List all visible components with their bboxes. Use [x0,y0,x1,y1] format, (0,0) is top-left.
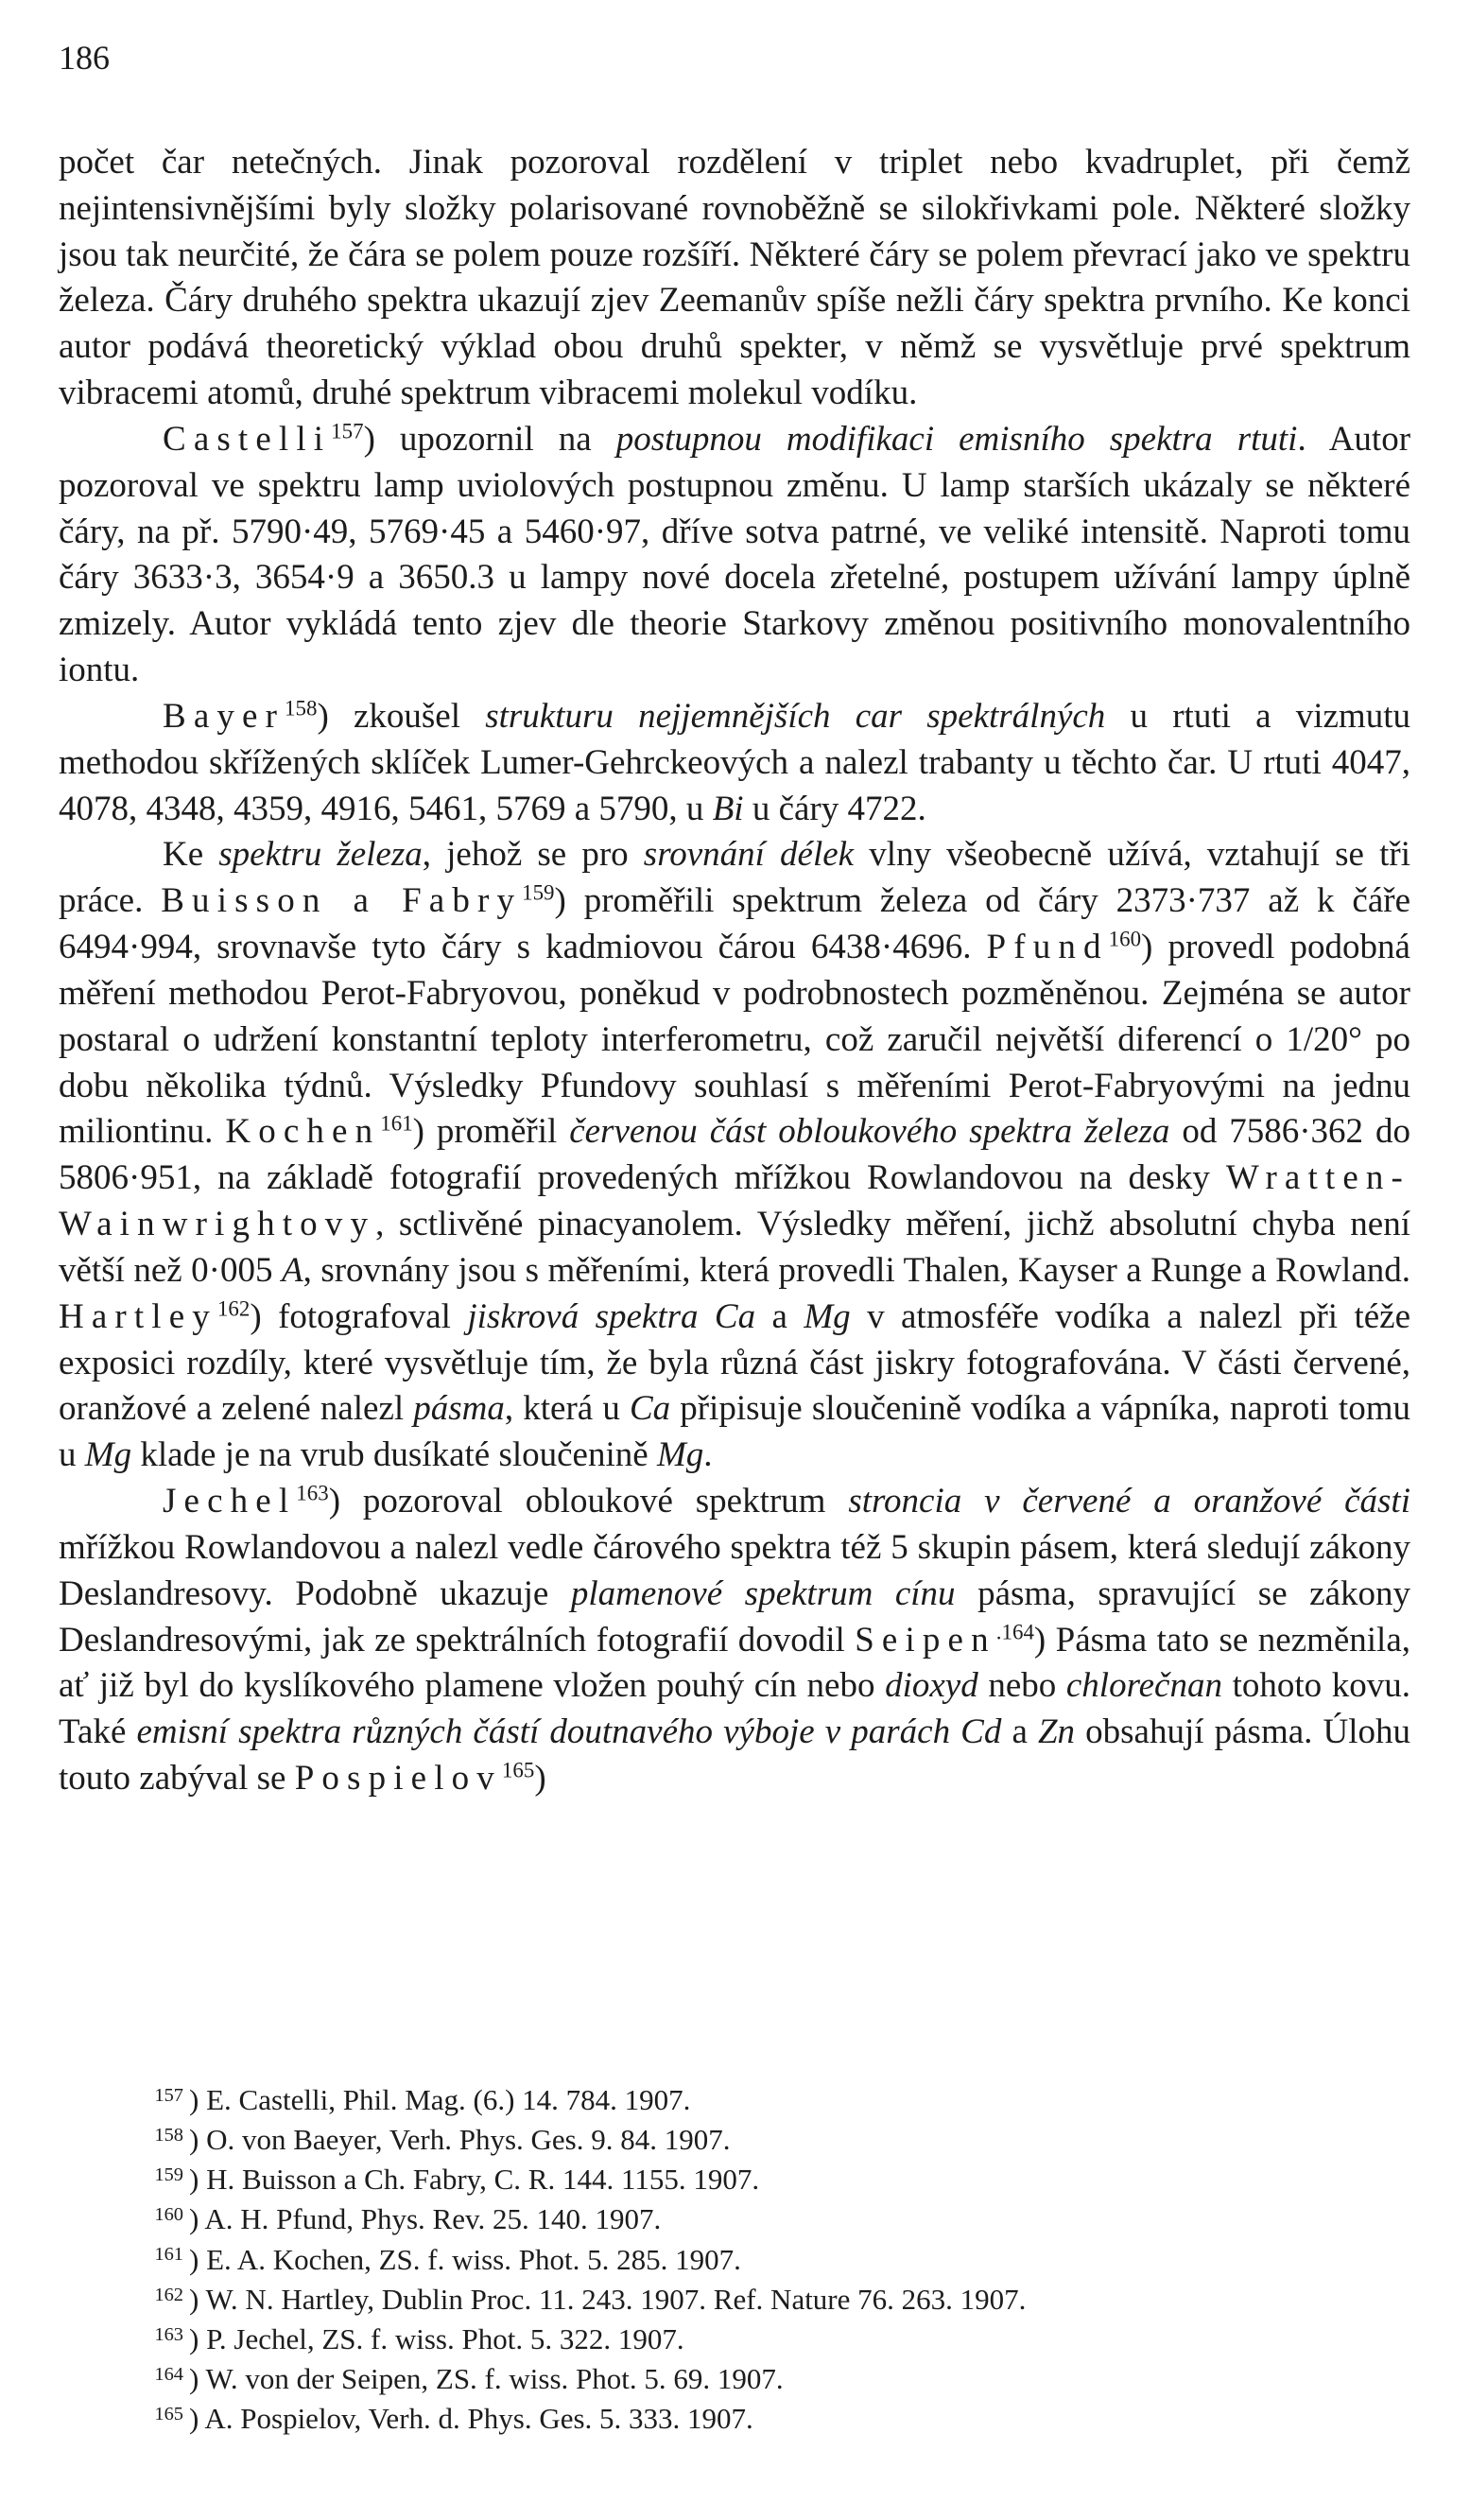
footnote-paren: ) [189,2362,206,2396]
italic-text: A [281,1250,303,1290]
footnote-text: P. Jechel, ZS. f. wiss. Phot. 5. 322. 1907. [206,2321,684,2355]
italic-text: emisní spektra různých částí doutnavého výboje v parách Cd [136,1712,1002,1752]
text-run: ) pozoroval obloukové spektrum [328,1482,849,1521]
text-run: mřížkou Rowlandovou a nalezl vedle čárového spektra též 5 skupin pásem, která sledují zákony Deslandresovy. Podobně ukazuje [59,1527,1410,1613]
author-name: Wratten-Wainwrightovy [59,1158,1410,1244]
text-run: ) provedl podobná měření methodou Perot-Fabryovou, poněkud v podrobnostech pozměněnou. Zejména se autor postaral o udržení konstantní teploty interferometru, což zaručil největší diferencí o 1/20° po dobu několika týdnů. Výsledky Pfundovy souhlasí s měřeními Perot-Fabryovými na jednu miliontinu. [59,928,1410,1152]
footnote-ref: 163 [296,1481,329,1505]
text-run: připisuje sloučenině vodíka a vápníka, naproti tomu u [59,1389,1410,1475]
footnote-number: 161 [154,2244,183,2266]
footnote-ref: .164 [995,1619,1034,1643]
footnote-number: 159 [154,2164,183,2186]
text-run: u rtuti a vizmutu methodou skřížených sklíček Lumer-Gehrckeových a nalezl trabanty u těchto čar. U rtuti 4047, 4078, 4348, 4359, 4916, 5461, 5769 a 5790, u [59,696,1410,828]
footnote-paren: ) [189,2242,207,2276]
footnote-number: 165 [154,2404,183,2425]
footnote [142,2280,1409,2320]
italic-text: jiskrová spektra Ca [467,1296,756,1336]
footnote-text: W. von der Seipen, ZS. f. wiss. Phot. 5. 69. 1907. [205,2362,784,2396]
author-name: Hartley [59,1296,217,1336]
footnote-paren: ) [189,2163,207,2197]
author-name: Buisson a Fabry [161,881,523,921]
italic-text: Mg [656,1435,704,1475]
italic-text: Mg [804,1296,851,1336]
text-run: Ke [163,835,219,875]
footnote-paren: ) [189,2202,205,2236]
text-run: počet čar netečných. Jinak pozoroval rozdělení v triplet nebo kvadruplet, při čemž nejintensivnějšími byly složky polarisované rovnoběžně se silokřivkami pole. Některé složky jsou tak neurčité, že čára se polem pouze rozšíří. Některé čáry se polem převrací jako ve spektru železa. Čáry druhého spektra ukazují zjev Zeemanův spíše nežli čáry spektra prvního. Ke konci autor podává theoretický výklad obou druhů spekter, v němž se vysvětluje prvé spektrum vibracemi atomů, druhé spektrum vibracemi molekul vodíku. [59,143,1410,413]
text-run: , srovnány jsou s měřeními, která provedli Thalen, Kayser a Runge a Rowland. [303,1250,1410,1290]
footnote-text: O. von Baeyer, Verh. Phys. Ges. 9. 84. 1907. [206,2123,731,2157]
text-run: v atmosféře vodíka a nalezl při téže exposici rozdíly, které vysvětluje tím, že byla různá část jiskry fotografována. V části červené, oranžové a zelené nalezl [59,1296,1410,1429]
italic-text: spektru železa [218,835,423,875]
text-run: obsahují pásma. Úlohu touto zabýval se [59,1712,1410,1798]
italic-text: červenou část obloukového spektra železa [569,1112,1170,1152]
italic-text: Ca [629,1389,671,1429]
italic-text: pásma [413,1389,505,1429]
paragraph [59,140,1410,417]
author-name: Kochen [225,1112,381,1152]
footnote [142,2399,1409,2439]
page-number: 186 [59,39,110,77]
text-run: ) proměřil [412,1112,570,1152]
text-run: ) fotografoval [250,1296,468,1336]
text-run: nebo [977,1666,1066,1706]
italic-text: dioxyd [885,1666,978,1706]
footnote-ref: 157 [331,419,364,443]
paragraph [59,694,1410,832]
italic-text: strukturu nejjemnějších car spektrálných [485,696,1106,736]
text-run: ) zkoušel [317,696,486,736]
italic-text: Bi [712,789,744,828]
text-run: . Autor pozoroval ve spektru lamp uviolových postupnou změnu. U lamp starších ukázaly se některé čáry, na př. 5790·49, 5769·45 a 5460·97, dříve sotva patrné, ve veliké intensitě. Naproti tomu čáry 3633·3, 3654·9 a 3650.3 u lampy nové docela zřetelné, postupem užívání lampy úplně zmizely. Autor vykládá tento zjev dle theorie Starkovy změnou positivního monovalentního iontu. [59,419,1411,690]
footnote-number: 160 [154,2204,183,2226]
author-name: Castelli [163,419,332,459]
footnote-text: A. H. Pfund, Phys. Rev. 25. 140. 1907. [204,2202,662,2236]
footnote-number: 157 [154,2084,183,2106]
footnote-ref: 159 [522,880,555,905]
italic-text: srovnání délek [643,835,855,875]
text-run: u čáry 4722. [743,789,926,828]
text-run: a [755,1296,804,1336]
footnote-text: H. Buisson a Ch. Fabry, C. R. 144. 1155. 1907. [206,2163,760,2197]
footnote [142,2199,1409,2239]
text-run: ) [534,1758,546,1798]
footnote-paren: ) [189,2402,205,2436]
italic-text: stroncia v červené a oranžové části [848,1482,1410,1521]
italic-text: Zn [1037,1712,1076,1752]
italic-text: postupnou modifikaci emisního spektra rtuti [615,419,1298,459]
author-name: Bayer [163,696,285,736]
paragraph [59,417,1410,694]
text-run: tohoto kovu. Také [59,1666,1410,1752]
footnotes [142,2080,1409,2439]
text-run: a [1001,1712,1038,1752]
footnote-ref: 158 [285,696,318,721]
footnote-ref: 160 [1108,927,1142,951]
text-run: , jehož se pro [422,835,644,875]
author-name: Jechel [163,1482,297,1521]
author-name: Seipen [855,1620,996,1660]
footnote-number: 158 [154,2124,183,2146]
footnote-paren: ) [189,2083,207,2116]
footnote [142,2240,1409,2280]
footnote [142,2120,1409,2160]
footnote-text: E. Castelli, Phil. Mag. (6.) 14. 784. 1907. [206,2083,691,2116]
text-run: od 7586·362 do 5806·951, na základě fotografií provedených mřížkou Rowlandovou na desky [59,1112,1410,1198]
footnote-number: 163 [154,2323,183,2345]
text-run: vlny všeobecně užívá, vztahují se tři práce. [59,835,1410,921]
footnote-text: A. Pospielov, Verh. d. Phys. Ges. 5. 333. 1907. [204,2402,753,2436]
footnote-text: E. A. Kochen, ZS. f. wiss. Phot. 5. 285. 1907. [206,2242,741,2276]
footnote-ref: 161 [380,1111,413,1136]
footnote [142,2080,1409,2120]
text-run: . [703,1435,713,1475]
footnote [142,2320,1409,2359]
text-run: , která u [504,1389,630,1429]
footnote-ref: 162 [216,1296,251,1321]
text-run: klade je na vrub dusíkaté sloučenině [131,1435,657,1475]
footnote-paren: ) [189,2321,207,2355]
paragraph [59,1479,1410,1802]
text-run: pásma, spravující se zákony Deslandresovými, jak ze spektrálních fotografií dovodil [59,1573,1411,1660]
text-run: , sctlivěné pinacyanolem. Výsledky měření, jichž absolutní chyba není větší než 0·005 [59,1205,1410,1290]
author-name: Pospielov [294,1758,502,1798]
footnote [142,2359,1409,2399]
main-text [59,140,1410,1802]
paragraph [59,832,1410,1479]
footnote-number: 162 [154,2284,183,2305]
footnote [142,2160,1409,2199]
text-run: ) Pásma tato se nezměnila, ať již byl do kyslíkového plamene vložen pouhý cín nebo [59,1620,1410,1706]
footnote-paren: ) [189,2282,206,2316]
italic-text: plamenové spektrum cínu [570,1573,956,1613]
footnote-text: W. N. Hartley, Dublin Proc. 11. 243. 1907. Ref. Nature 76. 263. 1907. [205,2282,1027,2316]
footnote-ref: 165 [501,1758,535,1782]
author-name: Pfund [986,928,1109,967]
italic-text: Mg [84,1435,132,1475]
text-run: ) proměřili spektrum železa od čáry 2373·737 až k čáře 6494·994, srovnavše tyto čáry s kadmiovou čárou 6438·4696. [59,881,1410,967]
text-run: ) upozornil na [363,419,616,459]
footnote-paren: ) [189,2123,207,2157]
footnote-number: 164 [154,2363,183,2385]
italic-text: chlorečnan [1065,1666,1222,1706]
